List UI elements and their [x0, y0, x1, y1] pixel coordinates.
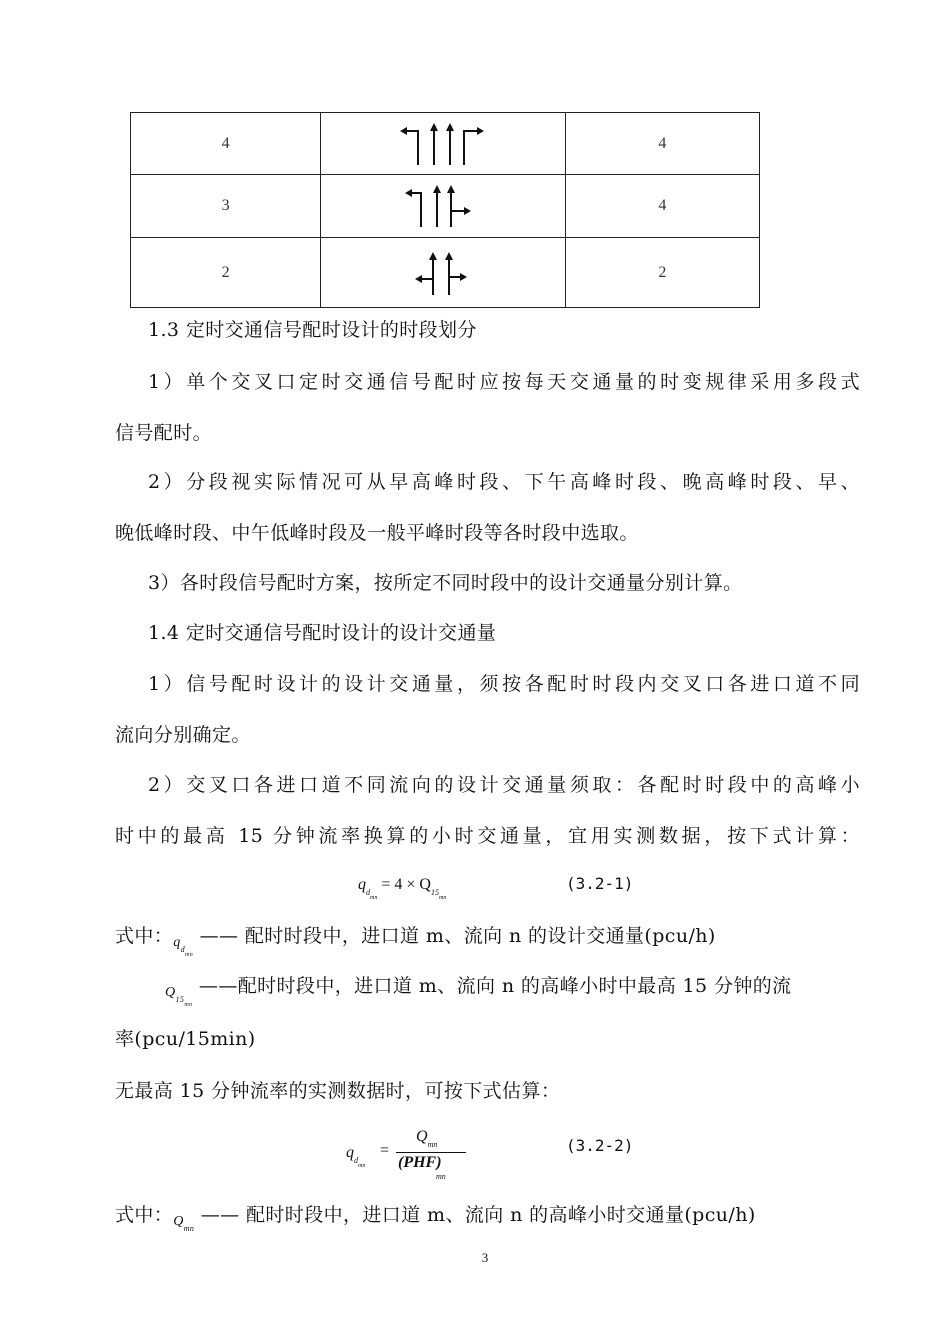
lane-diagram-cell — [321, 175, 565, 238]
lane-count-right: 4 — [565, 175, 759, 238]
paragraph-line: 流向分别确定。 — [115, 724, 251, 746]
formula-3-2-1: $q_{dmn} = 4 \times Q_{15mn}$ — [358, 876, 447, 901]
lane-table — [130, 112, 760, 308]
lane-count-right: 2 — [565, 238, 759, 308]
lane-count-left: 2 — [131, 238, 321, 308]
section-heading: 1.3 定时交通信号配时设计的时段划分 — [148, 319, 477, 341]
lane-diagram-cell — [321, 113, 565, 175]
left-through-through-right-lanes-icon — [403, 183, 483, 229]
paragraph-line: 无最高 15 分钟流率的实测数据时，可按下式估算： — [115, 1080, 561, 1102]
equation-number: (3.2-2) — [566, 1136, 634, 1155]
paragraph-line: 晚低峰时段、中午低峰时段及一般平峰时段等各时段中选取。 — [115, 522, 639, 544]
left-through-right-lanes-icon — [413, 249, 473, 297]
paragraph-line: 1）单个交叉口定时交通信号配时应按每天交通量的时变规律采用多段式 — [148, 371, 860, 393]
page-number: 3 — [481, 1250, 489, 1265]
paragraph-line: 2）分段视实际情况可从早高峰时段、下午高峰时段、晚高峰时段、早、 — [148, 471, 860, 493]
lane-count-left: 3 — [131, 175, 321, 238]
paragraph-line: 信号配时。 — [115, 422, 213, 444]
formula-q: q — [358, 876, 366, 893]
where-line: $Q_{15mn}$ ——配时时段中，进口道 m、流向 n 的高峰小时中最高 15 分钟的流 — [165, 975, 792, 1008]
table-row — [131, 238, 760, 308]
lane-diagram-cell — [321, 238, 565, 308]
section-heading: 1.4 定时交通信号配时设计的设计交通量 — [148, 622, 497, 644]
paragraph-line: 3）各时段信号配时方案，按所定不同时段中的设计交通量分别计算。 — [148, 572, 743, 594]
equation-number: (3.2-1) — [566, 874, 634, 893]
table-row — [131, 175, 760, 238]
left-through-through-right-lanes-icon — [398, 121, 488, 167]
lane-count-left: 4 — [131, 113, 321, 175]
where-line-continued: 率(pcu/15min) — [115, 1028, 256, 1050]
table-row — [131, 113, 760, 175]
paragraph-line: 时中的最高 15 分钟流率换算的小时交通量，宜用实测数据，按下式计算： — [115, 825, 860, 847]
where-line: 式中：$Q_{mn}$ —— 配时时段中，进口道 m、流向 n 的高峰小时交通量(pcu/h) — [115, 1200, 860, 1234]
lane-count-right: 4 — [565, 113, 759, 175]
symbol-Q-mn: $Q_{mn}$ — [173, 1214, 195, 1233]
formula-3-2-2: $q_{dmn}$ = $Q_{mn}$ (PHF) mn — [346, 1132, 486, 1188]
symbol-Q-15-mn: $Q_{15mn}$ — [165, 985, 193, 1008]
symbol-q-d-mn: $q_{dmn}$ — [173, 935, 194, 958]
where-line: 式中：$q_{dmn}$ —— 配时时段中，进口道 m、流向 n 的设计交通量(pcu/h) — [115, 925, 716, 958]
formula-equals: = 4 × Q — [381, 876, 431, 893]
paragraph-line: 1）信号配时设计的设计交通量，须按各配时时段内交叉口各进口道不同 — [148, 673, 860, 695]
fraction-bar — [396, 1152, 466, 1153]
paragraph-line: 2）交叉口各进口道不同流向的设计交通量须取：各配时时段中的高峰小 — [148, 774, 860, 796]
